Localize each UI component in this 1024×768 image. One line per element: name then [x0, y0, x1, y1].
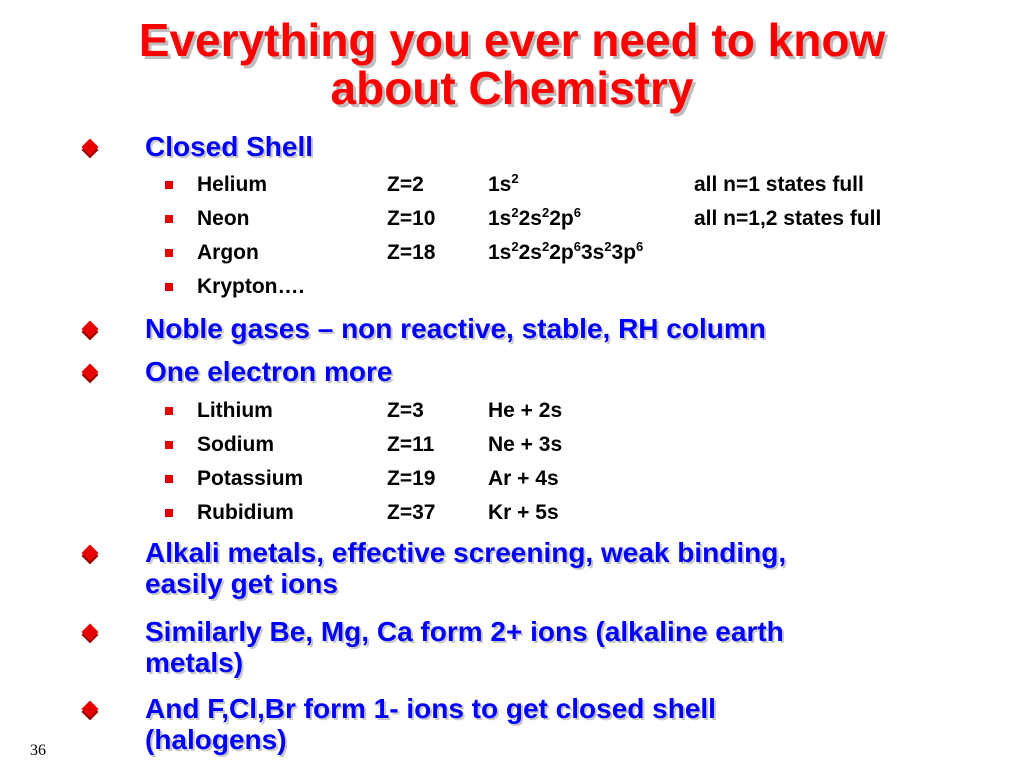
atomic-number: Z=18: [387, 241, 436, 264]
electron-configuration: $1s^2$: [488, 171, 519, 196]
element-name: Lithium: [197, 399, 273, 422]
slide-title: [40, 16, 984, 112]
electron-configuration: Ne + 3s: [488, 433, 563, 456]
element-row-lithium: [165, 396, 965, 426]
square-bullet-icon: [165, 407, 173, 415]
element-name: Sodium: [197, 433, 274, 456]
bullet-text: And F,Cl,Br form 1- ions to get closed shell (halogens): [145, 693, 716, 755]
title-line-1: Everything you ever need to know: [138, 14, 886, 66]
square-bullet-icon: [165, 441, 173, 449]
atomic-number: Z=37: [387, 501, 436, 524]
square-bullet-icon: [165, 283, 173, 291]
element-row-helium: [165, 170, 965, 200]
atomic-number: Z=3: [387, 399, 424, 422]
square-bullet-icon: [165, 249, 173, 257]
electron-configuration: He + 2s: [488, 399, 563, 422]
element-row-potassium: [165, 464, 965, 494]
bullet-text: Closed Shell: [145, 131, 314, 162]
electron-configuration: $1s^22s^22p^63s^23p^6$: [488, 239, 644, 264]
element-name: Rubidium: [197, 501, 294, 524]
electron-configuration: Ar + 4s: [488, 467, 559, 490]
diamond-bullet-icon: [82, 545, 99, 562]
diamond-bullet-icon: [82, 321, 99, 338]
element-row-neon: [165, 204, 965, 234]
element-name: Krypton….: [197, 275, 305, 298]
shell-note: all n=1,2 states full: [694, 207, 882, 230]
diamond-bullet-icon: [82, 624, 99, 641]
electron-configuration: $1s^22s^22p^6$: [488, 205, 581, 230]
element-row-rubidium: [165, 498, 965, 528]
square-bullet-icon: [165, 215, 173, 223]
square-bullet-icon: [165, 475, 173, 483]
bullet-text: One electron more: [145, 356, 393, 387]
shell-note: all n=1 states full: [694, 173, 864, 196]
element-name: Helium: [197, 173, 268, 196]
bullet-text: Noble gases – non reactive, stable, RH column: [145, 313, 766, 344]
atomic-number: Z=10: [387, 207, 436, 230]
element-row-sodium: [165, 430, 965, 460]
page-number: 36: [30, 742, 46, 759]
atomic-number: Z=2: [387, 173, 424, 196]
atomic-number: Z=11: [387, 433, 435, 456]
square-bullet-icon: [165, 509, 173, 517]
electron-configuration: Kr + 5s: [488, 501, 559, 524]
element-name: Neon: [197, 207, 250, 230]
diamond-bullet-icon: [82, 364, 99, 381]
bullet-text: Alkali metals, effective screening, weak binding, easily get ions: [145, 537, 787, 599]
diamond-bullet-icon: [82, 701, 99, 718]
atomic-number: Z=19: [387, 467, 436, 490]
bullet-text: Similarly Be, Mg, Ca form 2+ ions (alkaline earth metals): [145, 616, 784, 678]
title-line-2: about Chemistry: [330, 62, 694, 114]
element-row-krypton: [165, 272, 965, 302]
diamond-bullet-icon: [82, 139, 99, 156]
element-name: Argon: [197, 241, 259, 264]
element-row-argon: [165, 238, 965, 268]
square-bullet-icon: [165, 181, 173, 189]
element-name: Potassium: [197, 467, 304, 490]
